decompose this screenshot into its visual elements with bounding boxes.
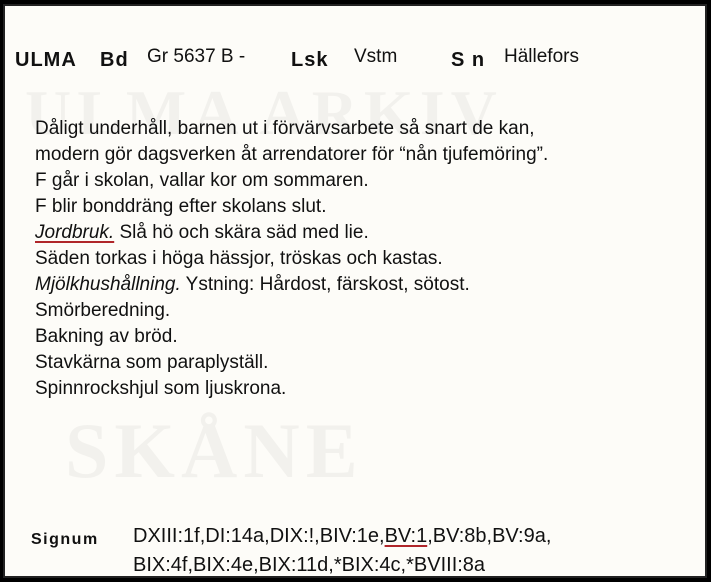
archive-label: ULMA: [15, 49, 77, 71]
signum-codes: [133, 522, 707, 578]
body-line-text: Slå hö och skära säd med lie.: [114, 222, 369, 243]
body-line: Säden torkas i höga hässjor, tröskas och kastas.: [35, 248, 443, 269]
bd-value: Gr 5637 B -: [147, 46, 246, 67]
body-line: Spinnrockshjul som ljuskrona.: [35, 378, 287, 399]
card-header: [15, 46, 705, 76]
body-line: Smörberedning.: [35, 300, 171, 321]
body-line: Stavkärna som paraplyställ.: [35, 352, 269, 373]
signum-code-marked: BV:1: [384, 525, 428, 547]
signum-codes-part: DXIII:1f,DI:14a,DIX:!,BIV:1e,: [133, 525, 385, 547]
body-line: F blir bonddräng efter skolans slut.: [35, 196, 327, 217]
body-line: F går i skolan, vallar kor om sommaren.: [35, 170, 369, 191]
signum-line-1: [133, 522, 707, 551]
sn-label: S n: [451, 49, 486, 71]
body-line: modern gör dagsverken åt arrendatorer för “nån tjufemöring”.: [35, 144, 549, 165]
section-heading-jordbruk: Jordbruk.: [35, 222, 115, 243]
signum-label: Signum: [31, 531, 99, 548]
bd-label: Bd: [100, 49, 129, 71]
body-line-text: Ystning: Hårdost, färskost, sötost.: [180, 274, 470, 295]
section-heading-mjolkhushallning: Mjölkhushållning.: [35, 274, 181, 295]
body-line: Bakning av bröd.: [35, 326, 178, 347]
card-body: [35, 116, 695, 402]
body-line: Dåligt underhåll, barnen ut i förvärvsarbete så snart de kan,: [35, 118, 535, 139]
show-through-text-bottom: [65, 406, 364, 496]
body-line: [35, 220, 695, 246]
index-card: [3, 4, 707, 578]
sn-value: Hällefors: [504, 46, 579, 67]
signum-codes-part: ,BV:8b,BV:9a,: [427, 525, 552, 547]
body-line: [35, 272, 695, 298]
lsk-label: Lsk: [291, 49, 329, 71]
signum-line-2: BIX:4f,BIX:4e,BIX:11d,*BIX:4c,*BVIII:8a: [133, 554, 486, 576]
lsk-value: Vstm: [354, 46, 398, 67]
